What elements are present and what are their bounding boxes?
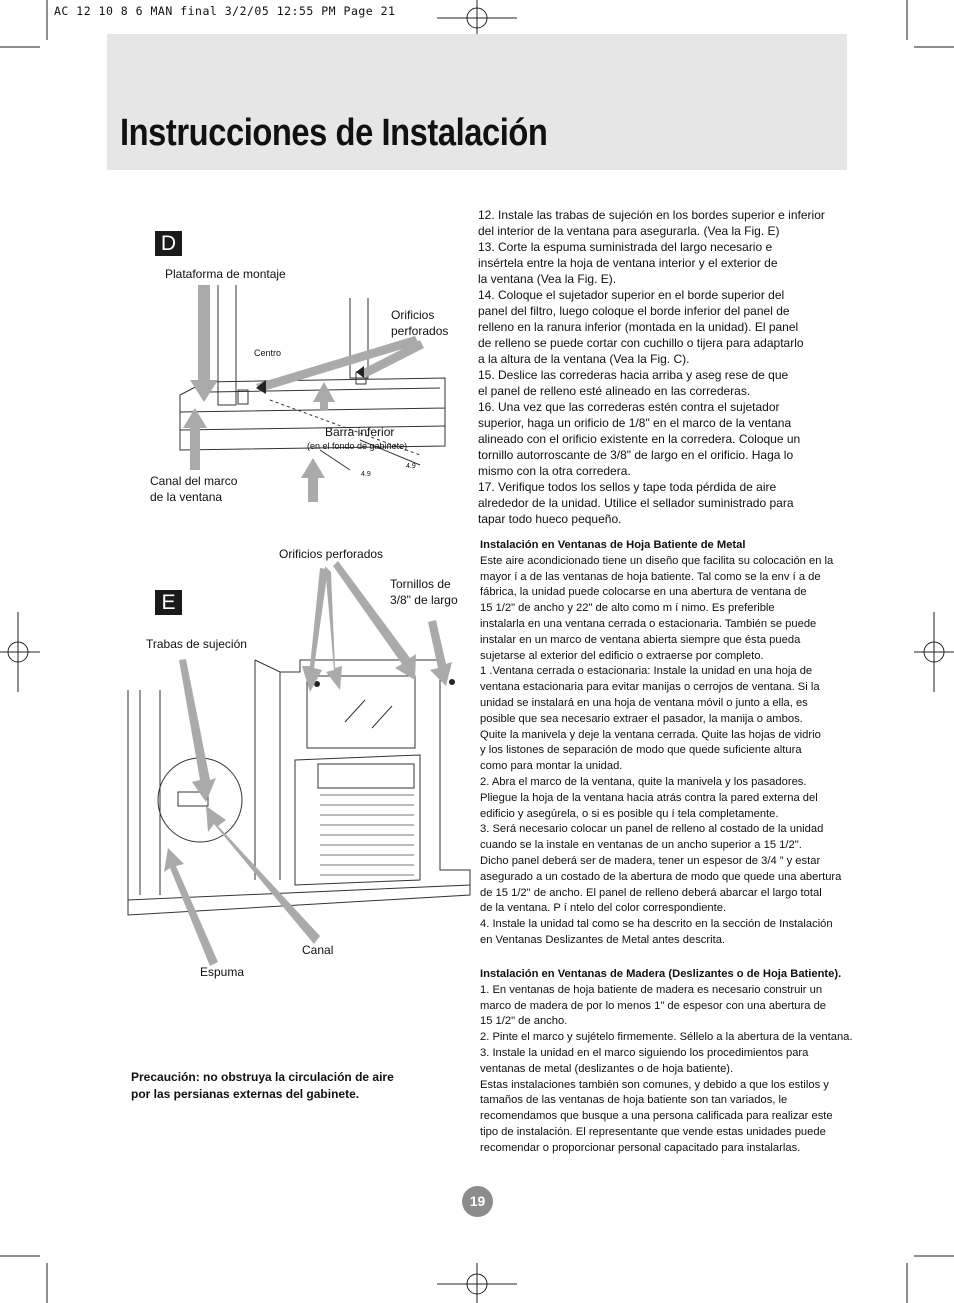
section-line: recomendar o proporcionar personal capacitado para instalarlas. bbox=[480, 1141, 801, 1154]
section-line: Pliegue la hoja de la ventana hacia atrás contra la pared externa del bbox=[480, 791, 818, 804]
section-line: de la ventana. P í ntelo del color correspondiente. bbox=[480, 902, 727, 915]
label-dim-a: 4.9 bbox=[361, 471, 371, 478]
step-line: alrededor de la unidad. Utilice el sellador suministrado para bbox=[478, 496, 794, 510]
caution-line2: por las persianas externas del gabinete. bbox=[131, 1087, 360, 1101]
section-heading: Instalación en Ventanas de Madera (Deslizantes o de Hoja Batiente). bbox=[480, 968, 842, 980]
section-heading: Instalación en Ventanas de Hoja Batiente de Metal bbox=[480, 539, 746, 551]
section-line: de 15 1/2" de ancho. El panel de relleno deberá abarcar el largo total bbox=[480, 886, 822, 899]
step-line: 14. Coloque el sujetador superior en el borde superior del bbox=[478, 288, 785, 302]
section-line: Estas instalaciones también son comunes, y debido a que los estilos y bbox=[480, 1078, 829, 1091]
section-line: cuando se la instale en ventanas de un ancho superior a 15 1/2". bbox=[480, 839, 802, 852]
page-title: Instrucciones de Instalación bbox=[120, 112, 548, 154]
section-line: 2. Pinte el marco y sujételo firmemente. Séllelo a la abertura de la ventana. bbox=[480, 1031, 853, 1044]
wood-section bbox=[480, 967, 853, 1157]
label-e-orificios: Orificios perforados bbox=[279, 547, 384, 561]
section-line: fábrica, la unidad puede colocarse en una abertura de ventana de bbox=[480, 586, 807, 599]
section-line: 1. En ventanas de hoja batiente de madera es necesario construir un bbox=[480, 983, 823, 996]
step-line: insértela entre la hoja de ventana interior y el exterior de bbox=[478, 256, 778, 270]
label-tornillos-line1: Tornillos de bbox=[390, 577, 451, 591]
label-espuma: Espuma bbox=[200, 965, 245, 979]
caution-note bbox=[131, 1069, 394, 1103]
step-line: 15. Deslice las correderas hacia arriba y aseg rese de que bbox=[478, 368, 789, 382]
section-line: unidad se instalará en una hoja de ventana móvil o junto a ella, es bbox=[480, 696, 808, 709]
section-line: Quite la manivela y deje la ventana cerrada. Quite las hojas de vidrio bbox=[480, 728, 821, 741]
section-line: recomendamos que busque a una persona calificada para realizar este bbox=[480, 1110, 833, 1123]
section-line: instalarla en una ventana cerrada o estacionaria. También se puede bbox=[480, 617, 817, 630]
step-line: mismo con la otra corredera. bbox=[478, 464, 631, 478]
section-line: Este aire acondicionado tiene un diseño que facilita su colocación en la bbox=[480, 554, 834, 567]
section-line: ventana estacionaria para evitar manijas o cerrojos de ventana. Si la bbox=[480, 681, 820, 694]
step-line: a la altura de la ventana (Vea la Fig. C). bbox=[478, 352, 690, 366]
page-number: 19 bbox=[462, 1186, 493, 1217]
section-line: posible que sea necesario extraer el pasador, la manija o ambos. bbox=[480, 712, 803, 725]
section-line: 15 1/2" de ancho. bbox=[480, 1015, 568, 1028]
caution-line1: Precaución: no obstruya la circulación de aire bbox=[131, 1070, 394, 1084]
section-line: ventanas de metal (deslizantes o de hoja batiente). bbox=[480, 1062, 734, 1075]
label-trabas: Trabas de sujeción bbox=[146, 637, 247, 651]
label-plataforma: Plataforma de montaje bbox=[165, 267, 286, 281]
section-line: edificio y asegúrela, o si es posible qu í tela completamente. bbox=[480, 807, 779, 820]
section-line: 4. Instale la unidad tal como se ha descrito en la sección de Instalación bbox=[480, 918, 833, 931]
figure-d-badge: D bbox=[155, 231, 182, 256]
label-fondo-gabinete: (en el fondo de gabinete) bbox=[307, 441, 408, 451]
label-canal: Canal bbox=[302, 943, 334, 957]
step-line: relleno en la ranura inferior (montada en la unidad). El panel bbox=[478, 320, 799, 334]
step-line: tapar todo hueco pequeño. bbox=[478, 512, 622, 526]
step-line: el panel de relleno esté alineado en las correderas. bbox=[478, 384, 751, 398]
step-line: de relleno se puede cortar con cuchillo o tijera para adaptarlo bbox=[478, 336, 804, 350]
label-dim-b: 4.9 bbox=[406, 463, 416, 470]
metal-section bbox=[480, 538, 842, 949]
label-canal-line1: Canal del marco bbox=[150, 474, 238, 488]
section-line: sujetarse al exterior del edificio o extraerse por completo. bbox=[480, 649, 764, 662]
section-line: tipo de instalación. El representante que vende estas unidades puede bbox=[480, 1125, 826, 1138]
section-line: 3. Será necesario colocar un panel de relleno al costado de la unidad bbox=[480, 823, 824, 836]
section-line: marco de madera de por lo menos 1" de espesor con una abertura de bbox=[480, 999, 827, 1012]
section-line: mayor í a de las ventanas de hoja batiente. Tal como se la env í a de bbox=[480, 570, 821, 583]
section-line: Dicho panel deberá ser de madera, tener un espesor de 3/4 ” y estar bbox=[480, 854, 821, 867]
steps-block bbox=[478, 207, 848, 527]
step-line: panel del filtro, luego coloque el borde inferior del panel de bbox=[478, 304, 790, 318]
section-line: asegurado a un costado de la abertura de modo que quede una abertura bbox=[480, 870, 842, 883]
step-line: 17. Verifique todos los sellos y tape toda pérdida de aire bbox=[478, 480, 777, 494]
label-centro: Centro bbox=[254, 348, 282, 358]
label-orificios-line2: perforados bbox=[391, 324, 449, 338]
section-line: tamaños de las ventanas de hoja batiente son tan variados, le bbox=[480, 1094, 788, 1107]
section-line: 3. Instale la unidad en el marco siguiendo los procedimientos para bbox=[480, 1046, 809, 1059]
label-orificios-line1: Orificios bbox=[391, 308, 435, 322]
label-canal-line2: de la ventana bbox=[150, 490, 223, 504]
step-line: alineado con el orificio existente en la corredera. Coloque un bbox=[478, 432, 801, 446]
step-line: superior, haga un orificio de 1/8" en el marco de la ventana bbox=[478, 416, 792, 430]
section-line: 15 1/2" de ancho y 22" de alto como m í nimo. Es preferible bbox=[480, 602, 775, 615]
step-line: 16. Una vez que las correderas estén contra el sujetador bbox=[478, 400, 780, 414]
section-line: en Ventanas Deslizantes de Metal antes descrita. bbox=[480, 933, 726, 946]
print-slug: AC 12 10 8 6 MAN final 3/2/05 12:55 PM Page 21 bbox=[54, 4, 396, 18]
label-barra-inferior: Barra inferior bbox=[325, 425, 395, 439]
figure-e-badge: E bbox=[155, 590, 182, 615]
section-line: como para montar la unidad. bbox=[480, 760, 623, 773]
section-line: instalar en un marco de ventana abierta siempre que ésta pueda bbox=[480, 633, 801, 646]
label-tornillos-line2: 3/8" de largo bbox=[390, 593, 458, 607]
section-line: 1 .Ventana cerrada o estacionaria: Instale la unidad en una hoja de bbox=[480, 665, 813, 678]
step-line: tornillo autorroscante de 3/8" de largo en el orificio. Haga lo bbox=[478, 448, 794, 462]
step-line: 12. Instale las trabas de sujeción en los bordes superior e inferior bbox=[478, 208, 825, 222]
step-line: del interior de la ventana para asegurarla. (Vea la Fig. E) bbox=[478, 224, 780, 238]
step-line: la ventana (Vea la Fig. E). bbox=[478, 272, 617, 286]
section-line: y los listones de separación de modo que quede suficiente altura bbox=[480, 744, 802, 757]
step-line: 13. Corte la espuma suministrada del largo necesario e bbox=[478, 240, 773, 254]
section-line: 2. Abra el marco de la ventana, quite la manivela y los pasadores. bbox=[480, 775, 807, 788]
